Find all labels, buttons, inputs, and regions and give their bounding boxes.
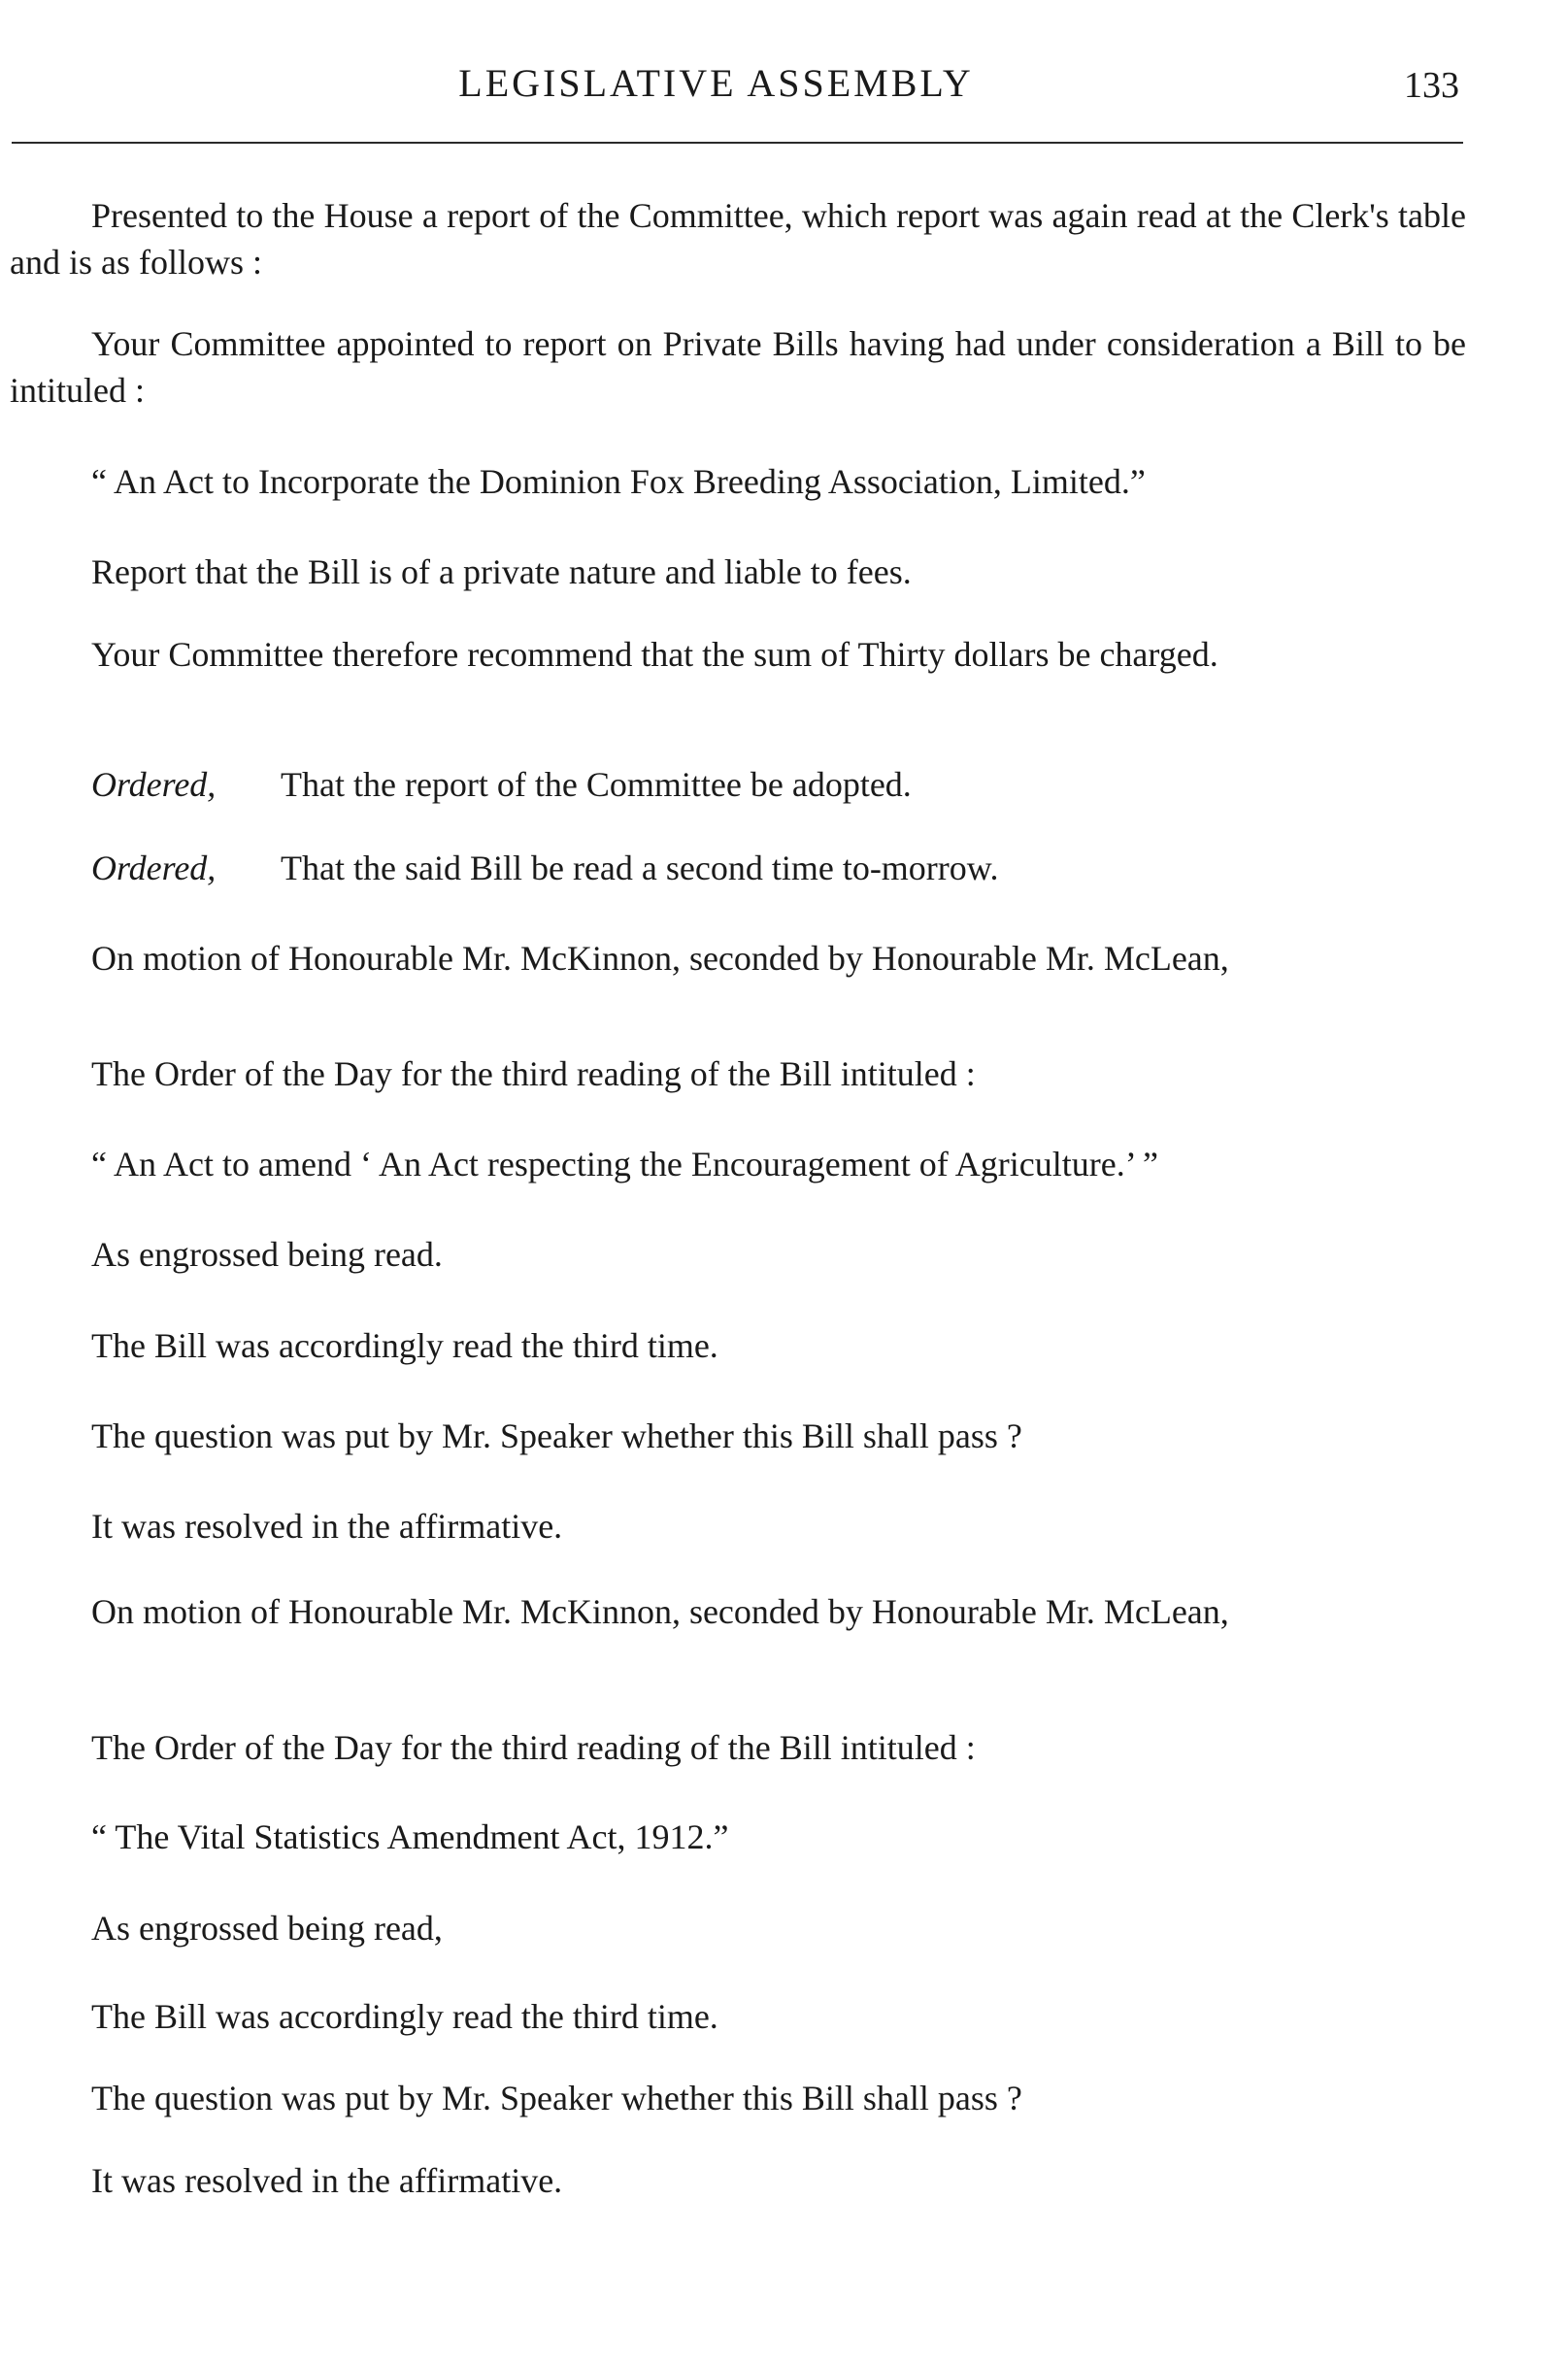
paragraph-committee-report: Your Committee appointed to report on Private Bills having had under consideration a Bill to be intituled : <box>10 324 1466 410</box>
paragraph-question-1: The question was put by Mr. Speaker whether this Bill shall pass ? <box>91 1416 1022 1455</box>
ordered-second-reading <box>10 845 1466 891</box>
paragraph-third-time-1: The Bill was accordingly read the third time. <box>91 1326 718 1365</box>
paragraph-order-of-day-1: The Order of the Day for the third reading of the Bill intituled : <box>91 1054 976 1093</box>
header-rule <box>12 142 1463 144</box>
ordered-label: Ordered, <box>91 849 217 887</box>
ordered-text: That the said Bill be read a second time to-morrow. <box>281 849 999 887</box>
paragraph-question-2: The question was put by Mr. Speaker whether this Bill shall pass ? <box>91 2079 1022 2117</box>
page-number: 133 <box>1404 65 1459 106</box>
bill-title-vital-statistics: “ The Vital Statistics Amendment Act, 1912.” <box>91 1817 729 1856</box>
ordered-adopted <box>10 761 1466 808</box>
paragraph-motion-2: On motion of Honourable Mr. McKinnon, seconded by Honourable Mr. McLean, <box>91 1592 1229 1631</box>
paragraph-private-nature: Report that the Bill is of a private nature and liable to fees. <box>91 552 912 591</box>
bill-title-agriculture: “ An Act to amend ‘ An Act respecting the Encouragement of Agriculture.’ ” <box>91 1145 1158 1183</box>
paragraph-thirty-dollars: Your Committee therefore recommend that the sum of Thirty dollars be charged. <box>91 635 1218 674</box>
paragraph-order-of-day-2: The Order of the Day for the third reading of the Bill intituled : <box>91 1728 976 1767</box>
paragraph-engrossed-2: As engrossed being read, <box>91 1909 443 1948</box>
paragraph-resolved-1: It was resolved in the affirmative. <box>91 1507 563 1546</box>
page-header <box>0 60 1568 118</box>
paragraph-engrossed-1: As engrossed being read. <box>91 1235 443 1274</box>
running-title: LEGISLATIVE ASSEMBLY <box>458 61 974 105</box>
ordered-label: Ordered, <box>91 765 217 804</box>
paragraph-presented: Presented to the House a report of the Committee, which report was again read at the Clerk's table and is as follows : <box>10 196 1466 282</box>
paragraph-resolved-2: It was resolved in the affirmative. <box>91 2161 563 2200</box>
ordered-text: That the report of the Committee be adopted. <box>281 765 912 804</box>
paragraph-third-time-2: The Bill was accordingly read the third time. <box>91 1997 718 2036</box>
paragraph-motion-1: On motion of Honourable Mr. McKinnon, seconded by Honourable Mr. McLean, <box>91 939 1229 978</box>
bill-title-fox-breeding: “ An Act to Incorporate the Dominion Fox Breeding Association, Limited.” <box>91 462 1146 501</box>
